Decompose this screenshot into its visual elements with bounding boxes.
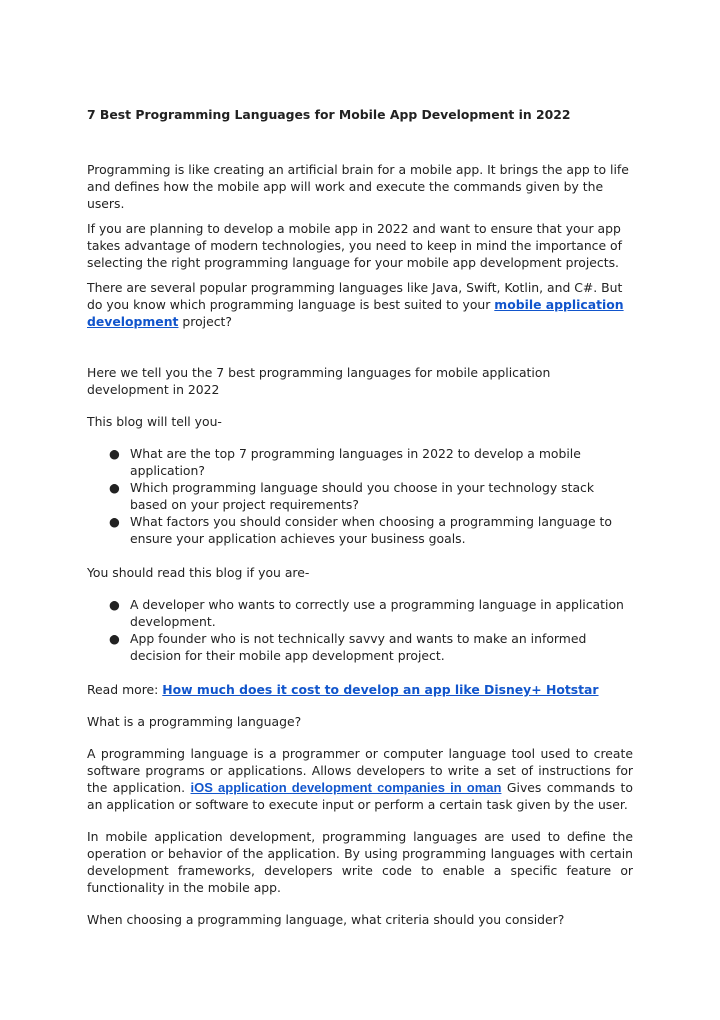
list-item-text: App founder who is not technically savvy and wants to make an informed decision for their mobile app development project.: [130, 631, 587, 663]
bullet-icon: ●: [109, 631, 120, 646]
bullet-icon: ●: [109, 446, 120, 461]
disney-hotstar-cost-link[interactable]: How much does it cost to develop an app like Disney+ Hotstar: [162, 682, 599, 697]
paragraph-languages: [87, 279, 633, 330]
bullet-icon: ●: [109, 514, 120, 529]
paragraph-languages-text: There are several popular programming languages like Java, Swift, Kotlin, and C#. But do you know which programming language is best suited to your: [87, 280, 623, 312]
ios-development-oman-link[interactable]: iOS application development companies in oman: [190, 780, 502, 795]
audience-list: [87, 596, 633, 664]
paragraph-mobile-dev: In mobile application development, programming languages are used to define the operation or behavior of the application. By using programming languages with certain development frameworks, developers write code to enable a specific feature or functionality in the mobile app.: [87, 829, 633, 895]
paragraph-planning: If you are planning to develop a mobile app in 2022 and want to ensure that your app takes advantage of modern technologies, you need to keep in mind the importance of selecting the right programming language for your mobile app development projects.: [87, 221, 622, 270]
bullet-icon: ●: [109, 597, 120, 612]
paragraph-blog-intro: This blog will tell you-: [87, 414, 222, 429]
list-item: [87, 445, 633, 479]
paragraph-intro: Programming is like creating an artificial brain for a mobile app. It brings the app to life and defines how the mobile app will work and execute the commands given by the users.: [87, 162, 629, 211]
page-title: 7 Best Programming Languages for Mobile App Development in 2022: [87, 107, 571, 122]
paragraph-definition: [87, 745, 633, 813]
paragraph-definition-tail: Gives commands to an application or software to execute input or perform a certain task given by the user.: [87, 780, 633, 812]
paragraph-languages-tail: project?: [178, 314, 232, 329]
list-item: [87, 596, 633, 630]
list-item: [87, 479, 633, 513]
list-item: [87, 513, 633, 547]
bullet-icon: ●: [109, 480, 120, 495]
paragraph-audience-intro: You should read this blog if you are-: [87, 565, 310, 580]
read-more-prefix: Read more:: [87, 682, 163, 697]
list-item-text: What are the top 7 programming languages in 2022 to develop a mobile application?: [130, 446, 581, 478]
list-item: [87, 630, 633, 664]
blog-topics-list: [87, 445, 633, 547]
read-more-line: [87, 681, 633, 698]
list-item-text: What factors you should consider when choosing a programming language to ensure your application achieves your business goals.: [130, 514, 612, 546]
paragraph-definition-text: A programming language is a programmer or computer language tool used to create software programs or applications. Allows developers to write a set of instructions for the application.: [87, 746, 633, 795]
mobile-app-development-link[interactable]: mobile application development: [87, 297, 624, 329]
paragraph-what-is: What is a programming language?: [87, 714, 302, 729]
list-item-text: A developer who wants to correctly use a programming language in application development.: [130, 597, 624, 629]
paragraph-best-languages: Here we tell you the 7 best programming languages for mobile application development in 2022: [87, 365, 551, 397]
paragraph-criteria: When choosing a programming language, what criteria should you consider?: [87, 912, 565, 927]
list-item-text: Which programming language should you choose in your technology stack based on your project requirements?: [130, 480, 595, 512]
document-page: [87, 106, 633, 936]
